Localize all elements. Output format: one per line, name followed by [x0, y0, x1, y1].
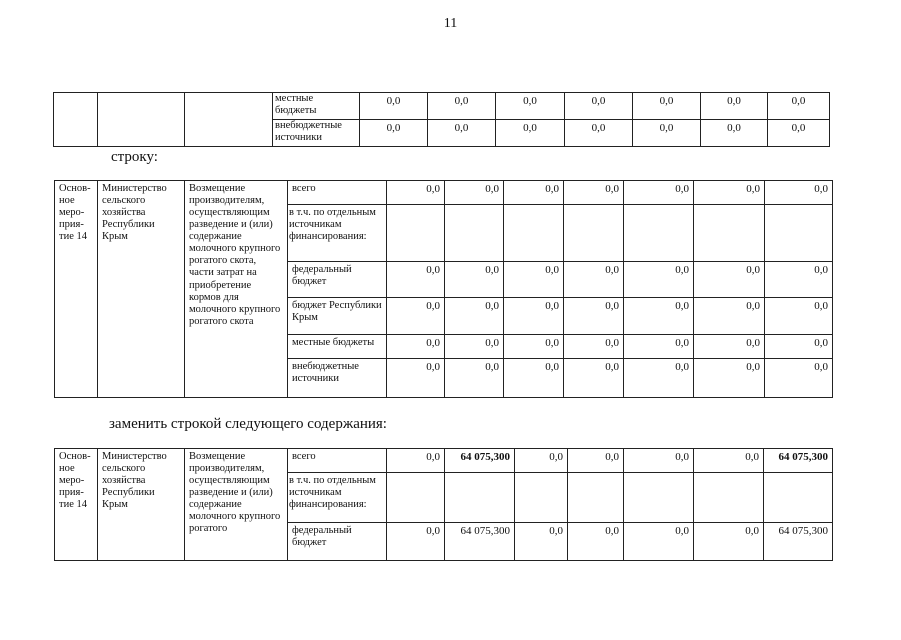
caption-stroku: строку: [111, 149, 158, 165]
source-cell: всего [288, 181, 387, 205]
value-cell: 0,0 [633, 93, 701, 120]
value-cell [624, 473, 694, 523]
value-cell: 0,0 [515, 449, 568, 473]
value-cell: 0,0 [564, 181, 624, 205]
value-cell: 64 075,300 [764, 449, 833, 473]
top-table [53, 92, 830, 147]
source-cell: местные бюджеты [288, 335, 387, 359]
value-cell: 0,0 [504, 181, 564, 205]
value-cell: 0,0 [504, 298, 564, 335]
value-cell: 0,0 [515, 523, 568, 561]
value-cell: 0,0 [445, 335, 504, 359]
value-cell: 0,0 [565, 93, 633, 120]
new-row-table [54, 448, 833, 561]
value-cell: 0,0 [694, 335, 765, 359]
value-cell [694, 473, 764, 523]
source-cell: всего [288, 449, 387, 473]
value-cell [515, 473, 568, 523]
value-cell: 0,0 [768, 93, 830, 120]
page-number: 11 [443, 16, 458, 31]
value-cell [445, 473, 515, 523]
value-cell: 0,0 [564, 298, 624, 335]
value-cell: 0,0 [624, 298, 694, 335]
value-cell: 0,0 [694, 181, 765, 205]
executor-cell: Министерство сельского хозяйства Республики Крым [98, 181, 185, 398]
empty-cell [54, 93, 98, 147]
value-cell: 0,0 [387, 262, 445, 298]
value-cell: 0,0 [387, 181, 445, 205]
value-cell: 0,0 [496, 120, 565, 147]
value-cell: 0,0 [694, 523, 764, 561]
value-cell: 0,0 [445, 181, 504, 205]
value-cell: 0,0 [765, 359, 833, 398]
value-cell [765, 205, 833, 262]
value-cell: 0,0 [624, 523, 694, 561]
event-cell: Основ-ное меро-прия-тие 14 [55, 181, 98, 398]
source-cell: федеральный бюджет [288, 262, 387, 298]
value-cell: 0,0 [387, 523, 445, 561]
value-cell: 0,0 [504, 359, 564, 398]
value-cell: 0,0 [633, 120, 701, 147]
table-row [54, 93, 830, 120]
value-cell [564, 205, 624, 262]
table-row [55, 181, 833, 205]
table-row [55, 449, 833, 473]
value-cell: 0,0 [387, 298, 445, 335]
source-cell: внебюджетные источники [288, 359, 387, 398]
value-cell: 0,0 [564, 262, 624, 298]
value-cell: 0,0 [568, 449, 624, 473]
source-cell: в т.ч. по отдельным источникам финансирования: [288, 473, 387, 523]
value-cell: 0,0 [624, 449, 694, 473]
value-cell [504, 205, 564, 262]
empty-cell [185, 93, 273, 147]
value-cell: 0,0 [428, 93, 496, 120]
value-cell: 64 075,300 [764, 523, 833, 561]
source-cell: федеральный бюджет [288, 523, 387, 561]
value-cell: 0,0 [765, 262, 833, 298]
value-cell [694, 205, 765, 262]
value-cell: 0,0 [694, 262, 765, 298]
value-cell: 0,0 [624, 359, 694, 398]
source-cell: бюджет Республики Крым [288, 298, 387, 335]
value-cell: 64 075,300 [445, 449, 515, 473]
value-cell: 0,0 [387, 449, 445, 473]
value-cell: 0,0 [445, 298, 504, 335]
value-cell [624, 205, 694, 262]
value-cell: 0,0 [565, 120, 633, 147]
value-cell: 0,0 [765, 335, 833, 359]
value-cell: 0,0 [694, 359, 765, 398]
value-cell [387, 205, 445, 262]
value-cell: 64 075,300 [445, 523, 515, 561]
value-cell: 0,0 [624, 335, 694, 359]
value-cell [568, 473, 624, 523]
value-cell: 0,0 [765, 298, 833, 335]
value-cell: 0,0 [694, 449, 764, 473]
value-cell: 0,0 [387, 335, 445, 359]
value-cell: 0,0 [701, 93, 768, 120]
description-cell: Возмещение производителям, осуществляющим разведение и (или) содержание молочного крупного рогатого скота, части затрат на приобретение кормов для молочного крупного рогатого скота [185, 181, 288, 398]
source-cell: местные бюджеты [273, 93, 360, 120]
description-cell: Возмещение производителям, осуществляющим разведение и (или) содержание молочного крупного рогатого [185, 449, 288, 561]
value-cell: 0,0 [445, 262, 504, 298]
value-cell [764, 473, 833, 523]
value-cell: 0,0 [504, 335, 564, 359]
value-cell: 0,0 [765, 181, 833, 205]
source-cell: в т.ч. по отдельным источникам финансирования: [288, 205, 387, 262]
value-cell: 0,0 [564, 335, 624, 359]
value-cell: 0,0 [387, 359, 445, 398]
old-row-table [54, 180, 833, 398]
value-cell: 0,0 [624, 262, 694, 298]
executor-cell: Министерство сельского хозяйства Республики Крым [98, 449, 185, 561]
value-cell: 0,0 [428, 120, 496, 147]
value-cell: 0,0 [504, 262, 564, 298]
value-cell: 0,0 [694, 298, 765, 335]
value-cell: 0,0 [624, 181, 694, 205]
empty-cell [98, 93, 185, 147]
caption-replace: заменить строкой следующего содержания: [109, 416, 387, 432]
value-cell [387, 473, 445, 523]
value-cell: 0,0 [445, 359, 504, 398]
value-cell: 0,0 [496, 93, 565, 120]
event-cell: Основ-ное меро-прия-тие 14 [55, 449, 98, 561]
value-cell: 0,0 [568, 523, 624, 561]
value-cell: 0,0 [564, 359, 624, 398]
value-cell: 0,0 [768, 120, 830, 147]
source-cell: внебюджетные источники [273, 120, 360, 147]
value-cell: 0,0 [360, 120, 428, 147]
value-cell: 0,0 [360, 93, 428, 120]
value-cell: 0,0 [701, 120, 768, 147]
value-cell [445, 205, 504, 262]
